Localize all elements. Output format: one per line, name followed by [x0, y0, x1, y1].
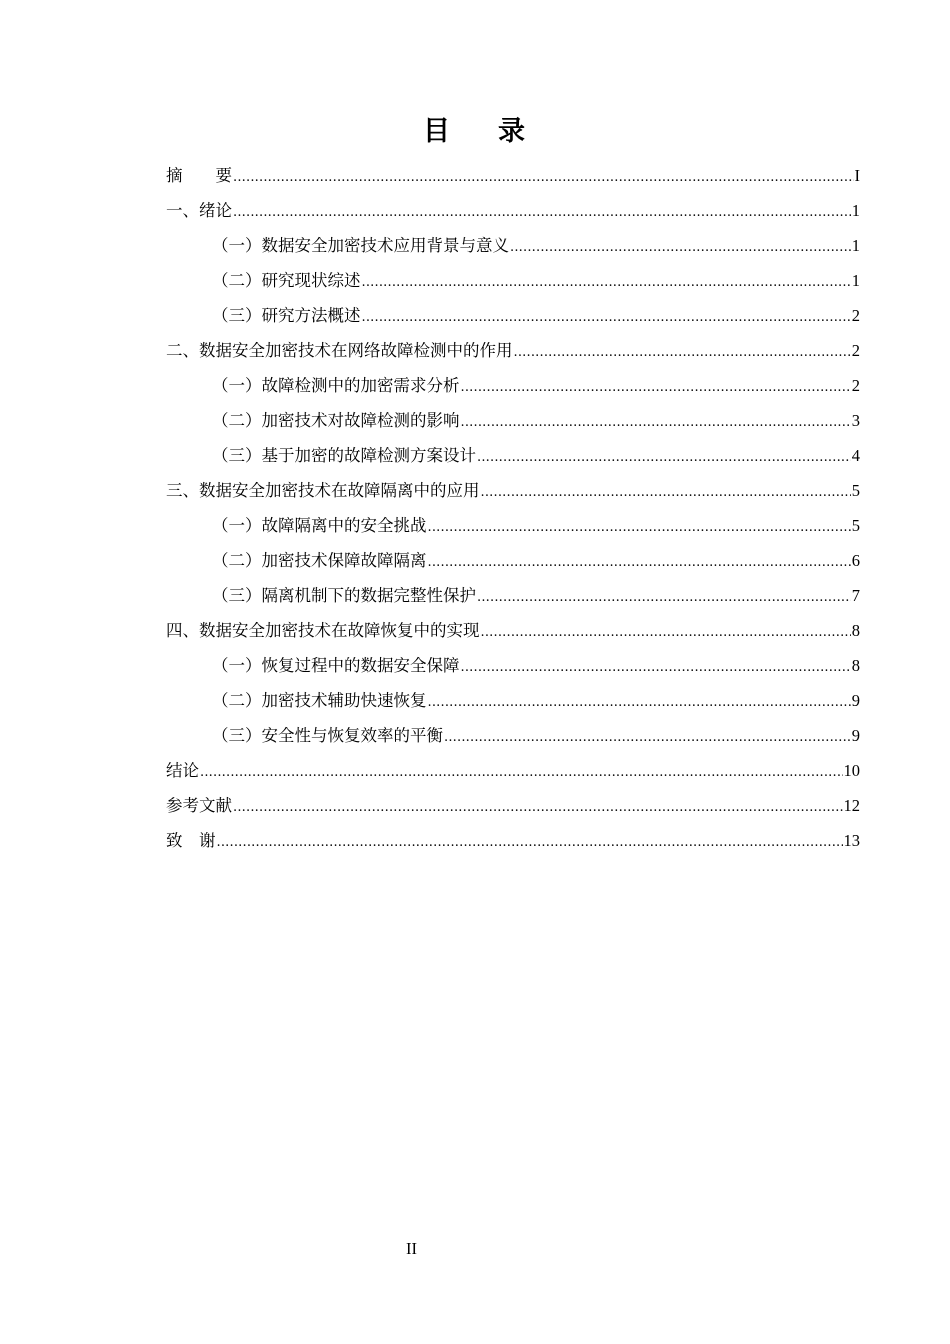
toc-dot-leader — [428, 685, 851, 720]
toc-dot-leader — [461, 650, 851, 685]
toc-entry-label: 参考文献 — [166, 796, 232, 815]
toc-dot-leader — [461, 370, 851, 405]
toc-entry-page: 12 — [843, 796, 860, 815]
toc-entry-label: （二）加密技术对故障检测的影响 — [212, 411, 460, 430]
toc-dot-leader — [233, 790, 843, 825]
toc-entry-chapter-2[interactable] — [166, 333, 860, 368]
toc-dot-leader — [428, 510, 851, 545]
toc-entry-conclusion[interactable] — [166, 753, 860, 788]
toc-entry-abstract[interactable] — [166, 158, 860, 193]
footer-page-number: II — [406, 1239, 417, 1258]
toc-entry-section-2-2[interactable] — [166, 403, 860, 438]
toc-entry-section-4-2[interactable] — [166, 683, 860, 718]
toc-entry-label: 致 谢 — [166, 831, 216, 850]
toc-entry-page: 7 — [851, 586, 860, 605]
toc-entry-label: （三）基于加密的故障检测方案设计 — [212, 446, 476, 465]
toc-dot-leader — [362, 300, 851, 335]
toc-dot-leader — [233, 195, 851, 230]
toc-entry-section-3-3[interactable] — [166, 578, 860, 613]
toc-entry-label: （三）安全性与恢复效率的平衡 — [212, 726, 443, 745]
toc-entry-section-1-2[interactable] — [166, 263, 860, 298]
toc-dot-leader — [481, 475, 851, 510]
toc-entry-page: 1 — [851, 271, 860, 290]
toc-entry-label: 摘 要 — [166, 166, 232, 185]
toc-entry-page: 6 — [851, 551, 860, 570]
page-title — [0, 112, 950, 152]
toc-dot-leader — [217, 825, 843, 860]
toc-entry-label: （一）恢复过程中的数据安全保障 — [212, 656, 460, 675]
toc-entry-section-1-3[interactable] — [166, 298, 860, 333]
toc-entry-page: 9 — [851, 691, 860, 710]
title-char-2: 录 — [498, 116, 527, 147]
toc-entry-page: 1 — [851, 201, 860, 220]
toc-dot-leader — [510, 230, 851, 265]
toc-entry-page: 3 — [851, 411, 860, 430]
toc-entry-page: 2 — [851, 306, 860, 325]
toc-dot-leader — [200, 755, 843, 790]
toc-entry-section-2-1[interactable] — [166, 368, 860, 403]
toc-entry-label: （一）数据安全加密技术应用背景与意义 — [212, 236, 509, 255]
toc-entry-page: 9 — [851, 726, 860, 745]
toc-entry-section-4-1[interactable] — [166, 648, 860, 683]
toc-entry-page: 8 — [851, 656, 860, 675]
toc-dot-leader — [461, 405, 851, 440]
toc-entry-section-3-2[interactable] — [166, 543, 860, 578]
toc-entry-page: 10 — [843, 761, 860, 780]
toc-entry-label: （二）加密技术辅助快速恢复 — [212, 691, 427, 710]
toc-dot-leader — [444, 720, 851, 755]
toc-dot-leader — [481, 615, 851, 650]
toc-entry-chapter-1[interactable] — [166, 193, 860, 228]
table-of-contents — [166, 158, 860, 858]
toc-entry-label: （二）加密技术保障故障隔离 — [212, 551, 427, 570]
toc-entry-page: 5 — [851, 516, 860, 535]
toc-dot-leader — [477, 440, 851, 475]
toc-entry-label: （二）研究现状综述 — [212, 271, 361, 290]
toc-entry-section-4-3[interactable] — [166, 718, 860, 753]
toc-entry-section-2-3[interactable] — [166, 438, 860, 473]
toc-entry-section-3-1[interactable] — [166, 508, 860, 543]
toc-entry-label: 一、绪论 — [166, 201, 232, 220]
toc-entry-page: 13 — [843, 831, 860, 850]
toc-entry-page: 8 — [851, 621, 860, 640]
toc-entry-label: 结论 — [166, 761, 199, 780]
toc-entry-label: 三、数据安全加密技术在故障隔离中的应用 — [166, 481, 480, 500]
toc-entry-page: I — [854, 166, 860, 185]
toc-entry-label: （一）故障检测中的加密需求分析 — [212, 376, 460, 395]
toc-entry-page: 4 — [851, 446, 860, 465]
toc-entry-page: 1 — [851, 236, 860, 255]
title-char-1: 目 — [423, 116, 452, 147]
toc-dot-leader — [428, 545, 851, 580]
toc-entry-label: 二、数据安全加密技术在网络故障检测中的作用 — [166, 341, 513, 360]
toc-entry-page: 5 — [851, 481, 860, 500]
toc-entry-acknowledgements[interactable] — [166, 823, 860, 858]
toc-entry-section-1-1[interactable] — [166, 228, 860, 263]
toc-dot-leader — [514, 335, 851, 370]
toc-entry-label: 四、数据安全加密技术在故障恢复中的实现 — [166, 621, 480, 640]
toc-dot-leader — [477, 580, 851, 615]
toc-dot-leader — [233, 160, 854, 195]
toc-dot-leader — [362, 265, 851, 300]
toc-entry-references[interactable] — [166, 788, 860, 823]
toc-entry-page: 2 — [851, 376, 860, 395]
toc-entry-label: （一）故障隔离中的安全挑战 — [212, 516, 427, 535]
toc-entry-page: 2 — [851, 341, 860, 360]
toc-entry-label: （三）研究方法概述 — [212, 306, 361, 325]
toc-entry-chapter-3[interactable] — [166, 473, 860, 508]
toc-entry-label: （三）隔离机制下的数据完整性保护 — [212, 586, 476, 605]
toc-entry-chapter-4[interactable] — [166, 613, 860, 648]
